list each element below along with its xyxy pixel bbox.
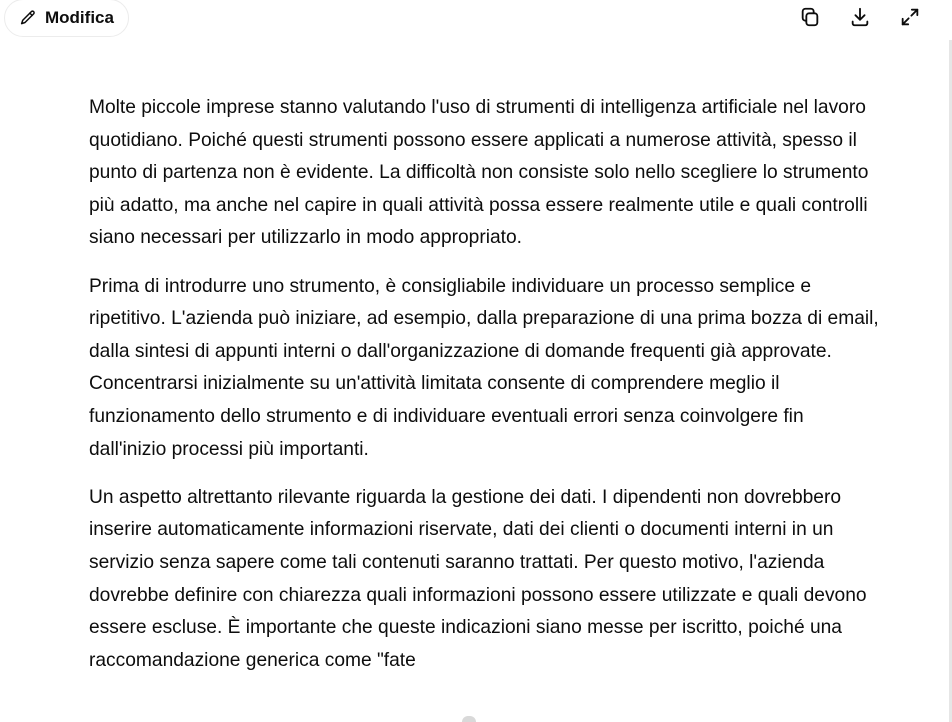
copy-icon bbox=[799, 6, 821, 31]
edit-button[interactable] bbox=[4, 0, 129, 37]
paragraph-3: Un aspetto altrettanto rilevante riguarda la gestione dei dati. I dipendenti non dovrebbero inserire automaticamente informazioni riservate, dati dei clienti o documenti interni in un servizio senza sapere come tali contenuti saranno trattati. Per questo motivo, l'azienda dovrebbe definire con chiarezza quali informazioni possono essere utilizzate e quali devono essere escluse. È importante che queste indicazioni siano messe per iscritto, poiché una raccomandazione generica come "fate bbox=[89, 486, 867, 671]
pencil-icon bbox=[19, 9, 37, 27]
paragraph-2: Prima di introdurre uno strumento, è consigliabile individuare un processo semplice e ripetitivo. L'azienda può iniziare, ad esempio, dalla preparazione di una prima bozza di email, dalla sintesi di appunti interni o dall'organizzazione di domande frequenti già approvate. Concentrarsi inizialmente su un'attività limitata consente di comprendere meglio il funzionamento dello strumento e di individuare eventuali errori senza coinvolgere fin dall'inizio processi più importanti. bbox=[89, 275, 879, 460]
expand-icon bbox=[899, 6, 921, 31]
scroll-down-indicator[interactable] bbox=[462, 716, 476, 722]
edit-button-label: Modifica bbox=[45, 8, 114, 27]
copy-button[interactable] bbox=[792, 4, 828, 32]
document-body bbox=[89, 92, 879, 693]
download-icon bbox=[849, 6, 871, 31]
paragraph-1: Molte piccole imprese stanno valutando l'uso di strumenti di intelligenza artificiale nel lavoro quotidiano. Poiché questi strumenti possono essere applicati a numerose attività, spesso il punto di partenza non è evidente. La difficoltà non consiste solo nello scegliere lo strumento più adatto, ma anche nel capire in quali attività possa essere realmente utile e quali controlli siano necessari per utilizzarlo in modo appropriato. bbox=[89, 97, 869, 249]
download-button[interactable] bbox=[842, 4, 878, 32]
document-toolbar bbox=[0, 0, 952, 40]
expand-button[interactable] bbox=[892, 4, 928, 32]
document-actions bbox=[792, 4, 928, 32]
